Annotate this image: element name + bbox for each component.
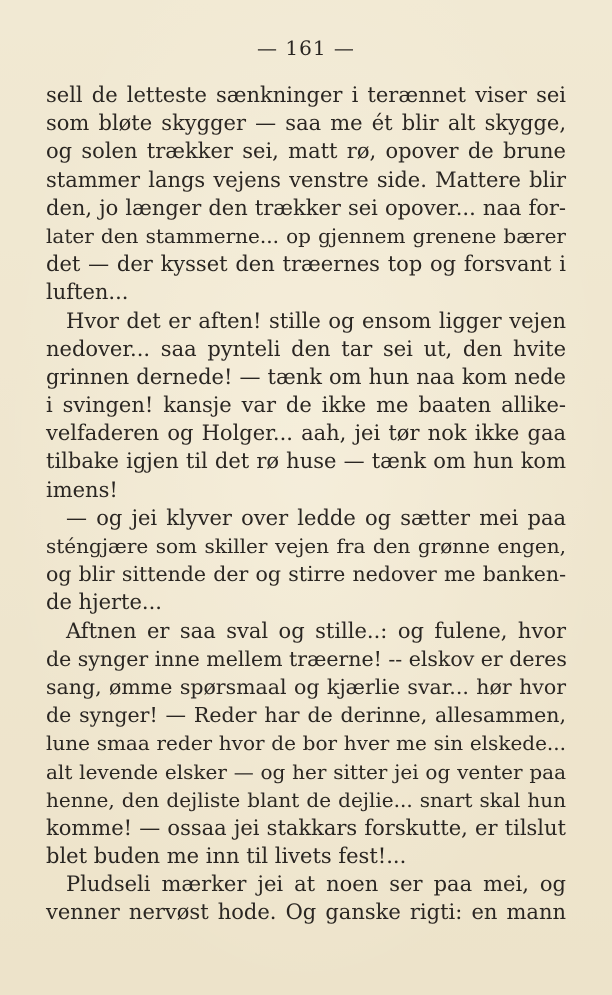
- text-line: de synger inne mellem træerne! -- elskov er deres: [46, 646, 567, 671]
- text-line: blet buden me inn til livets fest!...: [46, 844, 407, 869]
- text-line: velfaderen og Holger... aah, jei tør nok ikke gaa: [46, 421, 566, 446]
- text-line: later den stammerne... op gjennem grenene bærer: [46, 223, 566, 248]
- text-line: de synger! — Reder har de derinne, allesammen,: [46, 703, 566, 728]
- text-line: og blir sittende der og stirre nedover me banken-: [46, 562, 566, 587]
- text-line: det — der kysset den træernes top og forsvant i: [46, 252, 566, 277]
- text-line: nedover... saa pynteli den tar sei ut, den hvite: [46, 336, 566, 361]
- text-line: henne, den dejliste blant de dejlie... snart skal hun: [46, 787, 566, 812]
- body-text: [46, 81, 566, 927]
- text-line: stammer langs vejens venstre side. Mattere blir: [46, 167, 566, 192]
- text-line: som bløte skygger — saa me ét blir alt skygge,: [46, 111, 566, 136]
- text-line: sell de letteste sænkninger i terænnet viser sei: [46, 83, 566, 107]
- text-line: i svingen! kansje var de ikke me baaten allike-: [46, 393, 566, 418]
- text-line: — og jei klyver over ledde og sætter mei paa: [66, 505, 566, 530]
- text-line: Aftnen er saa sval og stille..: og fulene, hvor: [66, 618, 566, 643]
- text-line: grinnen dernede! — tænk om hun naa kom nede: [46, 364, 566, 389]
- text-line: venner nervøst hode. Og ganske rigti: en mann: [46, 900, 566, 925]
- text-line: luften...: [46, 280, 129, 305]
- text-line: Hvor det er aften! stille og ensom ligger vejen: [66, 308, 566, 333]
- text-line: Pludseli mærker jei at noen ser paa mei, og: [66, 872, 566, 897]
- text-line: tilbake igjen til det rø huse — tænk om hun kom: [46, 449, 566, 474]
- text-line: sténgjære som skiller vejen fra den grønne engen,: [46, 534, 566, 558]
- text-line: de hjerte...: [46, 590, 162, 615]
- text-line: sang, ømme spørsmaal og kjærlie svar... hør hvor: [46, 674, 566, 699]
- text-line: lune smaa reder hvor de bor hver me sin elskede...: [46, 731, 566, 756]
- text-line: imens!: [46, 477, 118, 502]
- page-number: — 161 —: [257, 36, 355, 60]
- text-line: alt levende elsker — og her sitter jei og venter paa: [46, 759, 566, 784]
- text-line: og solen trækker sei, matt rø, opover de brune: [46, 139, 566, 164]
- text-line: den, jo længer den trækker sei opover... naa for-: [46, 195, 566, 220]
- text-line: komme! — ossaa jei stakkars forskutte, er tilslut: [46, 815, 566, 840]
